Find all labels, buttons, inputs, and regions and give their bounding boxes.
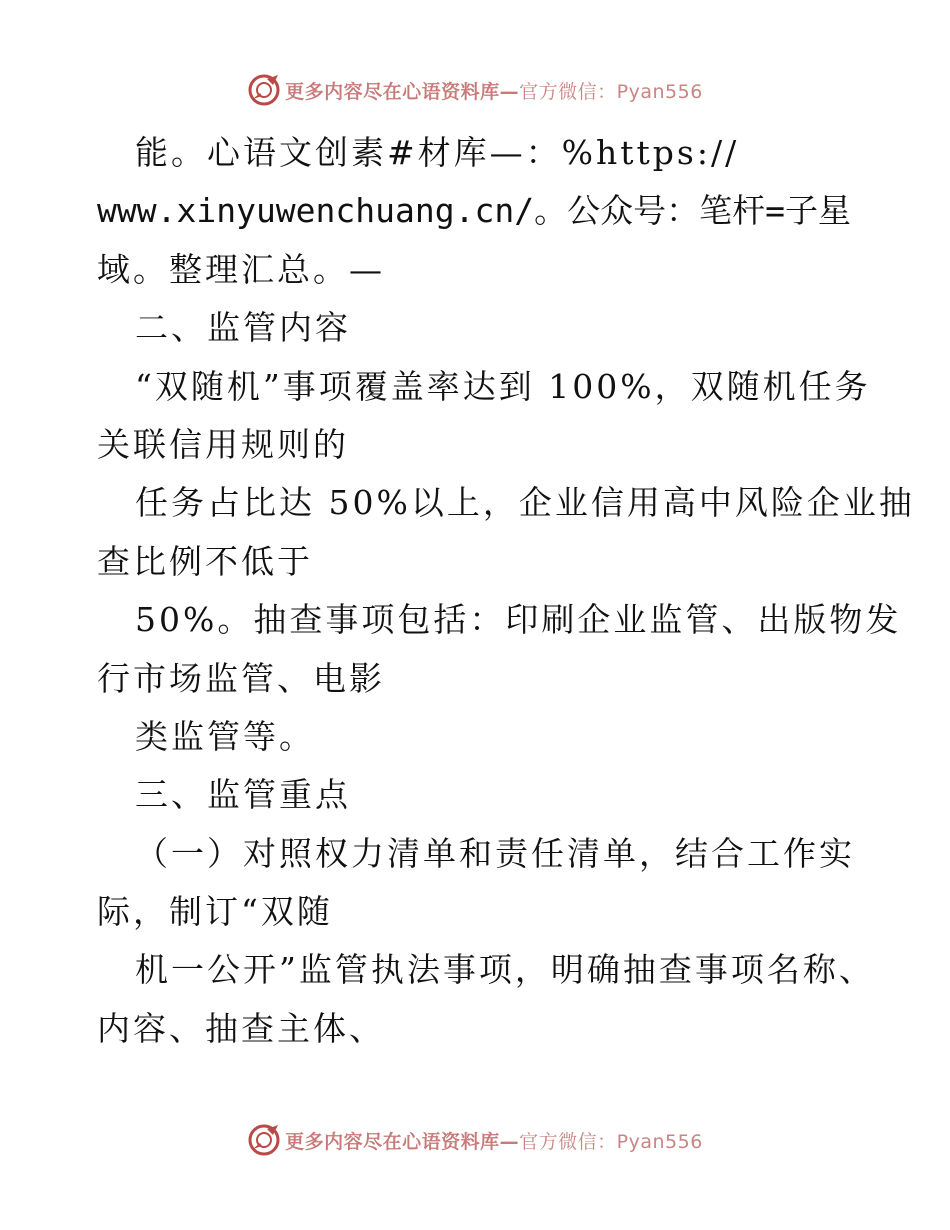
body-line: 任务占比达 50%以上，企业信用高中风险企业抽 bbox=[135, 483, 915, 523]
brand-logo-icon bbox=[247, 73, 281, 107]
body-line: 查比例不低于 bbox=[97, 541, 313, 581]
header-banner-text: 更多内容尽在心语资料库—官方微信：Pyan556 bbox=[285, 80, 703, 103]
brand-logo-icon bbox=[247, 1123, 281, 1157]
footer-banner bbox=[0, 1120, 950, 1160]
document-body bbox=[97, 124, 915, 1058]
body-line: 域。整理汇总。— bbox=[97, 249, 385, 289]
header-banner bbox=[0, 70, 950, 110]
body-line: 能。心语文创素#材库—：%https:// bbox=[135, 133, 740, 172]
body-line: 行市场监管、电影 bbox=[97, 658, 385, 698]
footer-wechat-label: 官方微信：Pyan556 bbox=[519, 1130, 703, 1153]
body-line: （一）对照权力清单和责任清单，结合工作实 bbox=[135, 833, 855, 873]
body-line: 类监管等。 bbox=[135, 716, 315, 756]
body-line: 际，制订“双随 bbox=[97, 892, 333, 932]
section-heading: 二、监管内容 bbox=[135, 308, 351, 348]
header-wechat-label: 官方微信：Pyan556 bbox=[519, 80, 703, 103]
footer-banner-text: 更多内容尽在心语资料库—官方微信：Pyan556 bbox=[285, 1130, 703, 1153]
body-line: 关联信用规则的 bbox=[97, 424, 349, 464]
body-line: “双随机”事项覆盖率达到 100%，双随机任务 bbox=[135, 366, 871, 406]
body-line: 内容、抽查主体、 bbox=[97, 1008, 385, 1048]
body-line: 50%。抽查事项包括：印刷企业监管、出版物发 bbox=[135, 600, 902, 640]
body-line: www.xinyuwenchuang.cn/。公众号：笔杆=子星 bbox=[97, 191, 851, 231]
body-line: 机一公开”监管执法事项，明确抽查事项名称、 bbox=[135, 950, 875, 990]
section-heading: 三、监管重点 bbox=[135, 775, 351, 815]
